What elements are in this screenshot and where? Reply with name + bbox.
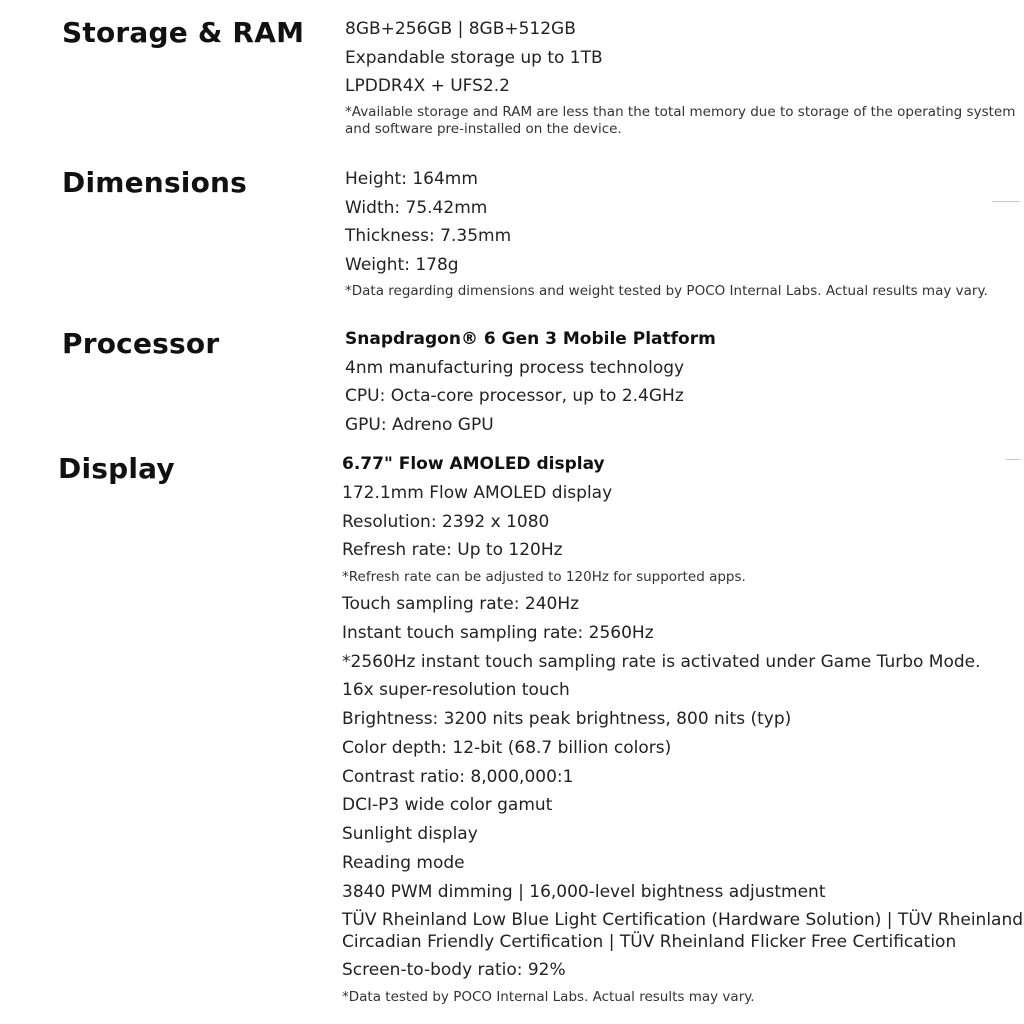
display-line: Screen-to-body ratio: 92% xyxy=(342,960,566,980)
processor-line: 4nm manufacturing process technology xyxy=(345,358,685,378)
display-refresh-note: *Refresh rate can be adjusted to 120Hz for supported apps. xyxy=(342,569,746,585)
storage-note: *Available storage and RAM are less than the total memory due to storage of the operating system xyxy=(345,104,1016,120)
storage-line: Expandable storage up to 1TB xyxy=(345,48,603,68)
display-note: *Data tested by POCO Internal Labs. Actual results may vary. xyxy=(342,989,755,1005)
processor-line: GPU: Adreno GPU xyxy=(345,415,494,435)
edge-divider xyxy=(1006,459,1020,460)
display-line: Contrast ratio: 8,000,000:1 xyxy=(342,767,574,787)
display-line: Resolution: 2392 x 1080 xyxy=(342,512,550,532)
dimensions-note: *Data regarding dimensions and weight tested by POCO Internal Labs. Actual results may vary. xyxy=(345,283,988,299)
display-certification: Circadian Friendly Certification | TÜV Rheinland Flicker Free Certification xyxy=(342,932,957,952)
storage-heading: Storage & RAM xyxy=(62,16,305,49)
dimensions-line: Weight: 178g xyxy=(345,255,459,275)
display-line: *2560Hz instant touch sampling rate is activated under Game Turbo Mode. xyxy=(342,652,981,672)
display-line: 172.1mm Flow AMOLED display xyxy=(342,483,613,503)
processor-line: CPU: Octa-core processor, up to 2.4GHz xyxy=(345,386,684,406)
display-heading: Display xyxy=(58,452,175,485)
display-line: Refresh rate: Up to 120Hz xyxy=(342,540,563,560)
display-line: Reading mode xyxy=(342,853,465,873)
display-line: Touch sampling rate: 240Hz xyxy=(342,594,580,614)
display-headline: 6.77" Flow AMOLED display xyxy=(342,454,605,474)
display-line: DCI-P3 wide color gamut xyxy=(342,795,553,815)
display-line: Instant touch sampling rate: 2560Hz xyxy=(342,623,654,643)
display-line: 3840 PWM dimming | 16,000-level bightness adjustment xyxy=(342,882,826,902)
dimensions-line: Height: 164mm xyxy=(345,169,478,189)
dimensions-line: Width: 75.42mm xyxy=(345,198,488,218)
dimensions-heading: Dimensions xyxy=(62,166,248,199)
storage-note: and software pre-installed on the device. xyxy=(345,121,622,137)
display-line: Sunlight display xyxy=(342,824,478,844)
storage-line: 8GB+256GB | 8GB+512GB xyxy=(345,19,576,39)
display-line: 16x super-resolution touch xyxy=(342,680,570,700)
dimensions-line: Thickness: 7.35mm xyxy=(345,226,512,246)
display-certification: TÜV Rheinland Low Blue Light Certification (Hardware Solution) | TÜV Rheinland xyxy=(342,910,1024,930)
processor-headline: Snapdragon® 6 Gen 3 Mobile Platform xyxy=(345,329,716,349)
processor-heading: Processor xyxy=(62,327,220,360)
storage-line: LPDDR4X + UFS2.2 xyxy=(345,76,510,96)
display-line: Brightness: 3200 nits peak brightness, 800 nits (typ) xyxy=(342,709,792,729)
display-line: Color depth: 12-bit (68.7 billion colors) xyxy=(342,738,672,758)
edge-divider xyxy=(992,201,1020,202)
